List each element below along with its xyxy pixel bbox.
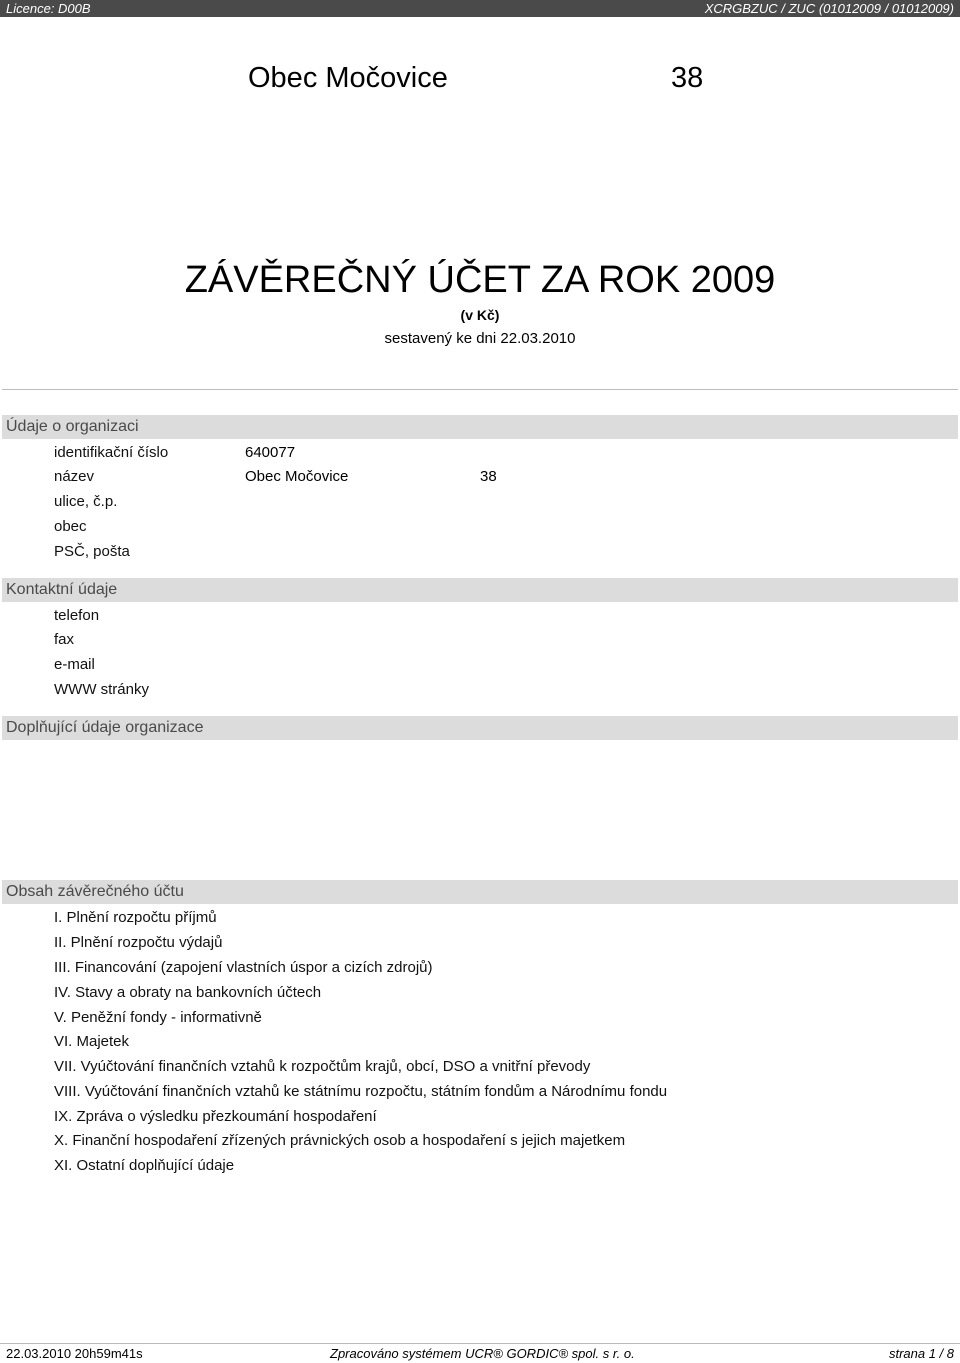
compiled-date: sestavený ke dni 22.03.2010 <box>384 330 576 347</box>
contents-item: IV. Stavy a obraty na bankovních účtech <box>54 984 322 1001</box>
organization-number: 38 <box>671 62 704 94</box>
field-value: Obec Močovice <box>245 468 349 485</box>
contents-item: V. Peněžní fondy - informativně <box>54 1009 262 1026</box>
field-label: identifikační číslo <box>54 444 169 461</box>
contents-item: IX. Zpráva o výsledku přezkoumání hospodaření <box>54 1108 377 1125</box>
section-additional <box>2 716 958 740</box>
field-value: 640077 <box>245 444 296 461</box>
contents-item: II. Plnění rozpočtu výdajů <box>54 934 223 951</box>
header-bar <box>0 0 960 17</box>
field-label: ulice, č.p. <box>54 493 118 510</box>
page-number: strana 1 / 8 <box>888 1346 954 1361</box>
contents-item: I. Plnění rozpočtu příjmů <box>54 909 217 926</box>
section-organization <box>2 415 958 439</box>
contents-item: VII. Vyúčtování finančních vztahů k rozpočtům krajů, obcí, DSO a vnitřní převody <box>54 1058 591 1075</box>
field-label: název <box>54 468 95 485</box>
contents-item: XI. Ostatní doplňující údaje <box>54 1157 235 1174</box>
section-contents <box>2 880 958 904</box>
section-contact <box>2 578 958 602</box>
field-value-extra: 38 <box>480 468 497 485</box>
field-label: PSČ, pošta <box>54 543 130 560</box>
field-label: telefon <box>54 607 100 624</box>
document-title: ZÁVĚREČNÝ ÚČET ZA ROK 2009 <box>184 259 776 301</box>
contents-item: VI. Majetek <box>54 1033 130 1050</box>
organization-title <box>248 58 708 98</box>
licence-label: Licence: D00B <box>6 1 91 16</box>
divider <box>2 389 958 390</box>
currency-note: (v Kč) <box>460 307 500 323</box>
section-heading: Kontaktní údaje <box>6 581 118 598</box>
page-footer <box>0 1343 960 1363</box>
timestamp: 22.03.2010 20h59m41s <box>6 1346 143 1361</box>
system-note: Zpracováno systémem UCR® GORDIC® spol. s r. o. <box>330 1346 635 1361</box>
contents-item: III. Financování (zapojení vlastních úspor a cizích zdrojů) <box>54 959 433 976</box>
contents-item: X. Finanční hospodaření zřízených právnických osob a hospodaření s jejich majetkem <box>54 1132 626 1149</box>
section-heading: Údaje o organizaci <box>6 418 139 435</box>
field-label: obec <box>54 518 87 535</box>
section-heading: Doplňující údaje organizace <box>6 719 204 736</box>
field-label: WWW stránky <box>54 681 149 698</box>
field-label: e-mail <box>54 656 95 673</box>
report-code: XCRGBZUC / ZUC (01012009 / 01012009) <box>704 1 954 16</box>
field-label: fax <box>54 631 75 648</box>
contents-item: VIII. Vyúčtování finančních vztahů ke státnímu rozpočtu, státním fondům a Národnímu fondu <box>54 1083 668 1100</box>
organization-name: Obec Močovice <box>248 62 448 94</box>
section-heading: Obsah závěrečného účtu <box>6 883 184 900</box>
